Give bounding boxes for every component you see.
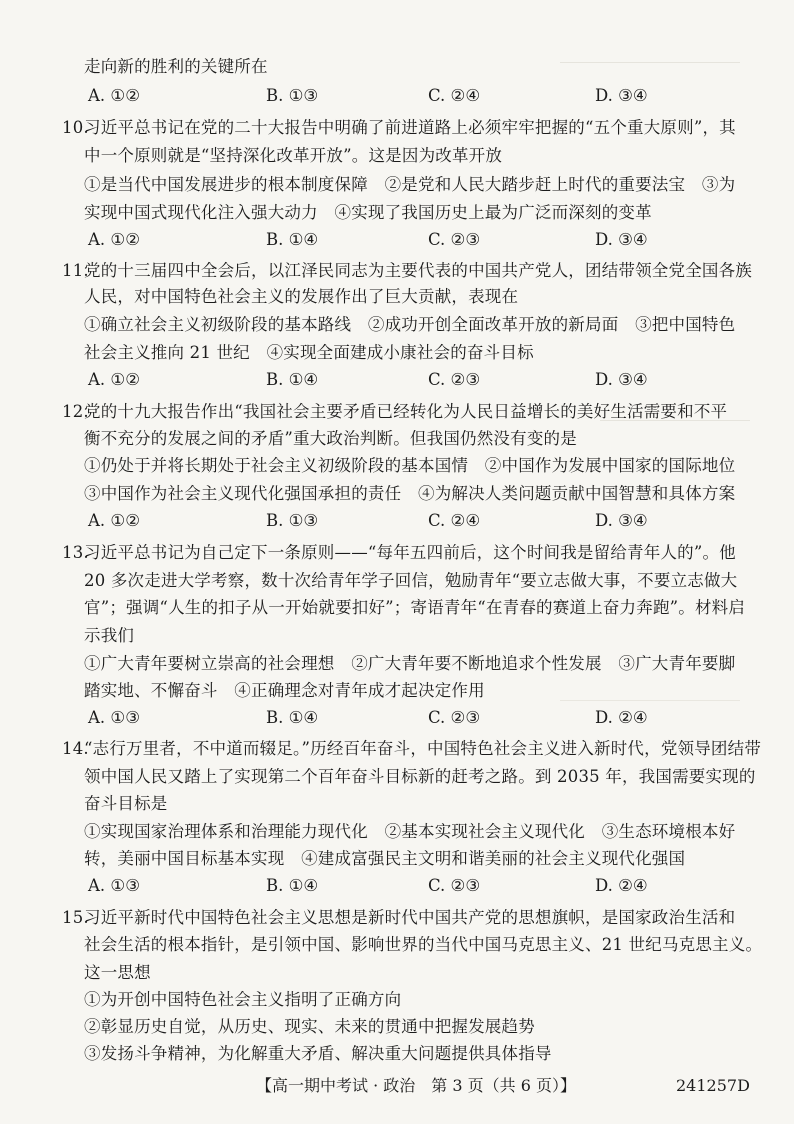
question-15-line-1: 习近平新时代中国特色社会主义思想是新时代中国共产党的思想旗帜，是国家政治生活和 [84,908,736,927]
question-10-options [88,228,688,252]
question-13-options [88,706,688,730]
question-13-line-3: 官”；强调“人生的扣子从一开始就要扣好”；寄语青年“在青春的赛道上奋力奔跑”。材料启 [84,598,746,617]
question-13-line-4: 示我们 [84,626,135,645]
question-14-line-4: ①实现国家治理体系和治理能力现代化 ②基本实现社会主义现代化 ③生态环境根本好 [84,822,736,841]
question-number: 13. [62,543,89,562]
question-14-line-2: 领中国人民又踏上了实现第二个百年奋斗目标新的赶考之路。到 2035 年，我国需要实现的 [84,767,756,786]
question-14 [62,737,762,761]
question-12-line-1: 党的十九大报告作出“我国社会主要矛盾已经转化为人民日益增长的美好生活需要和不平 [84,402,728,421]
option-d[interactable]: D. ③④ [595,86,648,105]
option-d[interactable]: D. ③④ [595,230,648,249]
question-14-line-3: 奋斗目标是 [84,794,168,813]
question-14-options [88,874,688,898]
question-15-line-2: 社会生活的根本指针，是引领中国、影响世界的当代中国马克思主义、21 世纪马克思主义。 [84,935,763,954]
question-14-line-1: “志行万里者，不中道而辍足。”历经百年奋斗，中国特色社会主义进入新时代，党领导团结带 [84,739,762,758]
question-9-options [88,84,688,108]
option-b[interactable]: B. ①④ [266,876,319,895]
question-11-line-1: 党的十三届四中全会后，以江泽民同志为主要代表的中国共产党人，团结带领全党全国各族 [84,261,752,280]
question-10-line-4: 实现中国式现代化注入强大动力 ④实现了我国历史上最为广泛而深刻的变革 [84,203,652,222]
option-d[interactable]: D. ③④ [595,370,648,389]
option-a[interactable]: A. ①② [88,511,140,530]
question-11 [62,259,752,283]
question-13-line-1: 习近平总书记为自己定下一条原则——“每年五四前后，这个时间我是留给青年人的”。他 [84,543,736,562]
question-13-line-6: 踏实地、不懈奋斗 ④正确理念对青年成才起决定作用 [84,681,485,700]
question-15-line-6: ③发扬斗争精神，为化解重大矛盾、解决重大问题提供具体指导 [84,1044,552,1063]
question-11-line-3: ①确立社会主义初级阶段的基本路线 ②成功开创全面改革开放的新局面 ③把中国特色 [84,315,736,334]
option-b[interactable]: B. ①④ [266,708,319,727]
question-12-options [88,509,688,533]
option-c[interactable]: C. ②③ [428,370,481,389]
question-12-line-2: 衡不充分的发展之间的矛盾”重大政治判断。但我国仍然没有变的是 [84,429,577,448]
question-12-line-3: ①仍处于并将长期处于社会主义初级阶段的基本国情 ②中国作为发展中国家的国际地位 [84,456,736,475]
continued-question-text: 走向新的胜利的关键所在 [84,57,268,76]
bleed-through-mark [560,62,740,77]
question-13-line-5: ①广大青年要树立崇高的社会理想 ②广大青年要不断地追求个性发展 ③广大青年要脚 [84,654,736,673]
exam-code: 241257D [676,1076,750,1095]
question-15-line-5: ②彰显历史自觉，从历史、现实、未来的贯通中把握发展趋势 [84,1017,535,1036]
question-number: 12. [62,402,89,421]
page-footer: 【高一期中考试 · 政治 第 3 页（共 6 页）】 [256,1076,576,1095]
option-a[interactable]: A. ①② [88,86,140,105]
question-14-line-5: 转，美丽中国目标基本实现 ④建成富强民主文明和谐美丽的社会主义现代化强国 [84,849,686,868]
option-a[interactable]: A. ①③ [88,708,140,727]
question-11-line-4: 社会主义推向 21 世纪 ④实现全面建成小康社会的奋斗目标 [84,343,534,362]
option-a[interactable]: A. ①② [88,370,140,389]
option-d[interactable]: D. ②④ [595,708,648,727]
question-13 [62,541,736,565]
option-d[interactable]: D. ②④ [595,876,648,895]
question-15-line-3: 这一思想 [84,963,151,982]
question-11-options [88,368,688,392]
question-number: 14. [62,739,89,758]
question-number: 10. [62,118,89,137]
question-15-line-4: ①为开创中国特色社会主义指明了正确方向 [84,990,402,1009]
question-number: 15. [62,908,89,927]
question-10 [62,116,736,140]
option-a[interactable]: A. ①② [88,230,140,249]
question-10-line-1: 习近平总书记在党的二十大报告中明确了前进道路上必须牢牢把握的“五个重大原则”，其 [84,118,736,137]
option-c[interactable]: C. ②③ [428,230,481,249]
option-d[interactable]: D. ③④ [595,511,648,530]
question-15 [62,906,736,930]
question-13-line-2: 20 多次走进大学考察，数十次给青年学子回信，勉励青年“要立志做大事，不要立志做大 [84,571,738,590]
option-c[interactable]: C. ②③ [428,708,481,727]
option-c[interactable]: C. ②③ [428,876,481,895]
option-a[interactable]: A. ①③ [88,876,140,895]
question-10-line-2: 中一个原则就是“坚持深化改革开放”。这是因为改革开放 [84,146,503,165]
option-b[interactable]: B. ①④ [266,370,319,389]
option-b[interactable]: B. ①③ [266,86,319,105]
question-12-line-4: ③中国作为社会主义现代化强国承担的责任 ④为解决人类问题贡献中国智慧和具体方案 [84,484,736,503]
question-11-line-2: 人民，对中国特色社会主义的发展作出了巨大贡献，表现在 [84,287,519,306]
option-b[interactable]: B. ①④ [266,230,319,249]
option-c[interactable]: C. ②④ [428,511,481,530]
question-10-line-3: ①是当代中国发展进步的根本制度保障 ②是党和人民大踏步赶上时代的重要法宝 ③为 [84,175,736,194]
option-b[interactable]: B. ①③ [266,511,319,530]
question-12 [62,400,728,424]
question-number: 11. [62,261,89,280]
option-c[interactable]: C. ②④ [428,86,481,105]
